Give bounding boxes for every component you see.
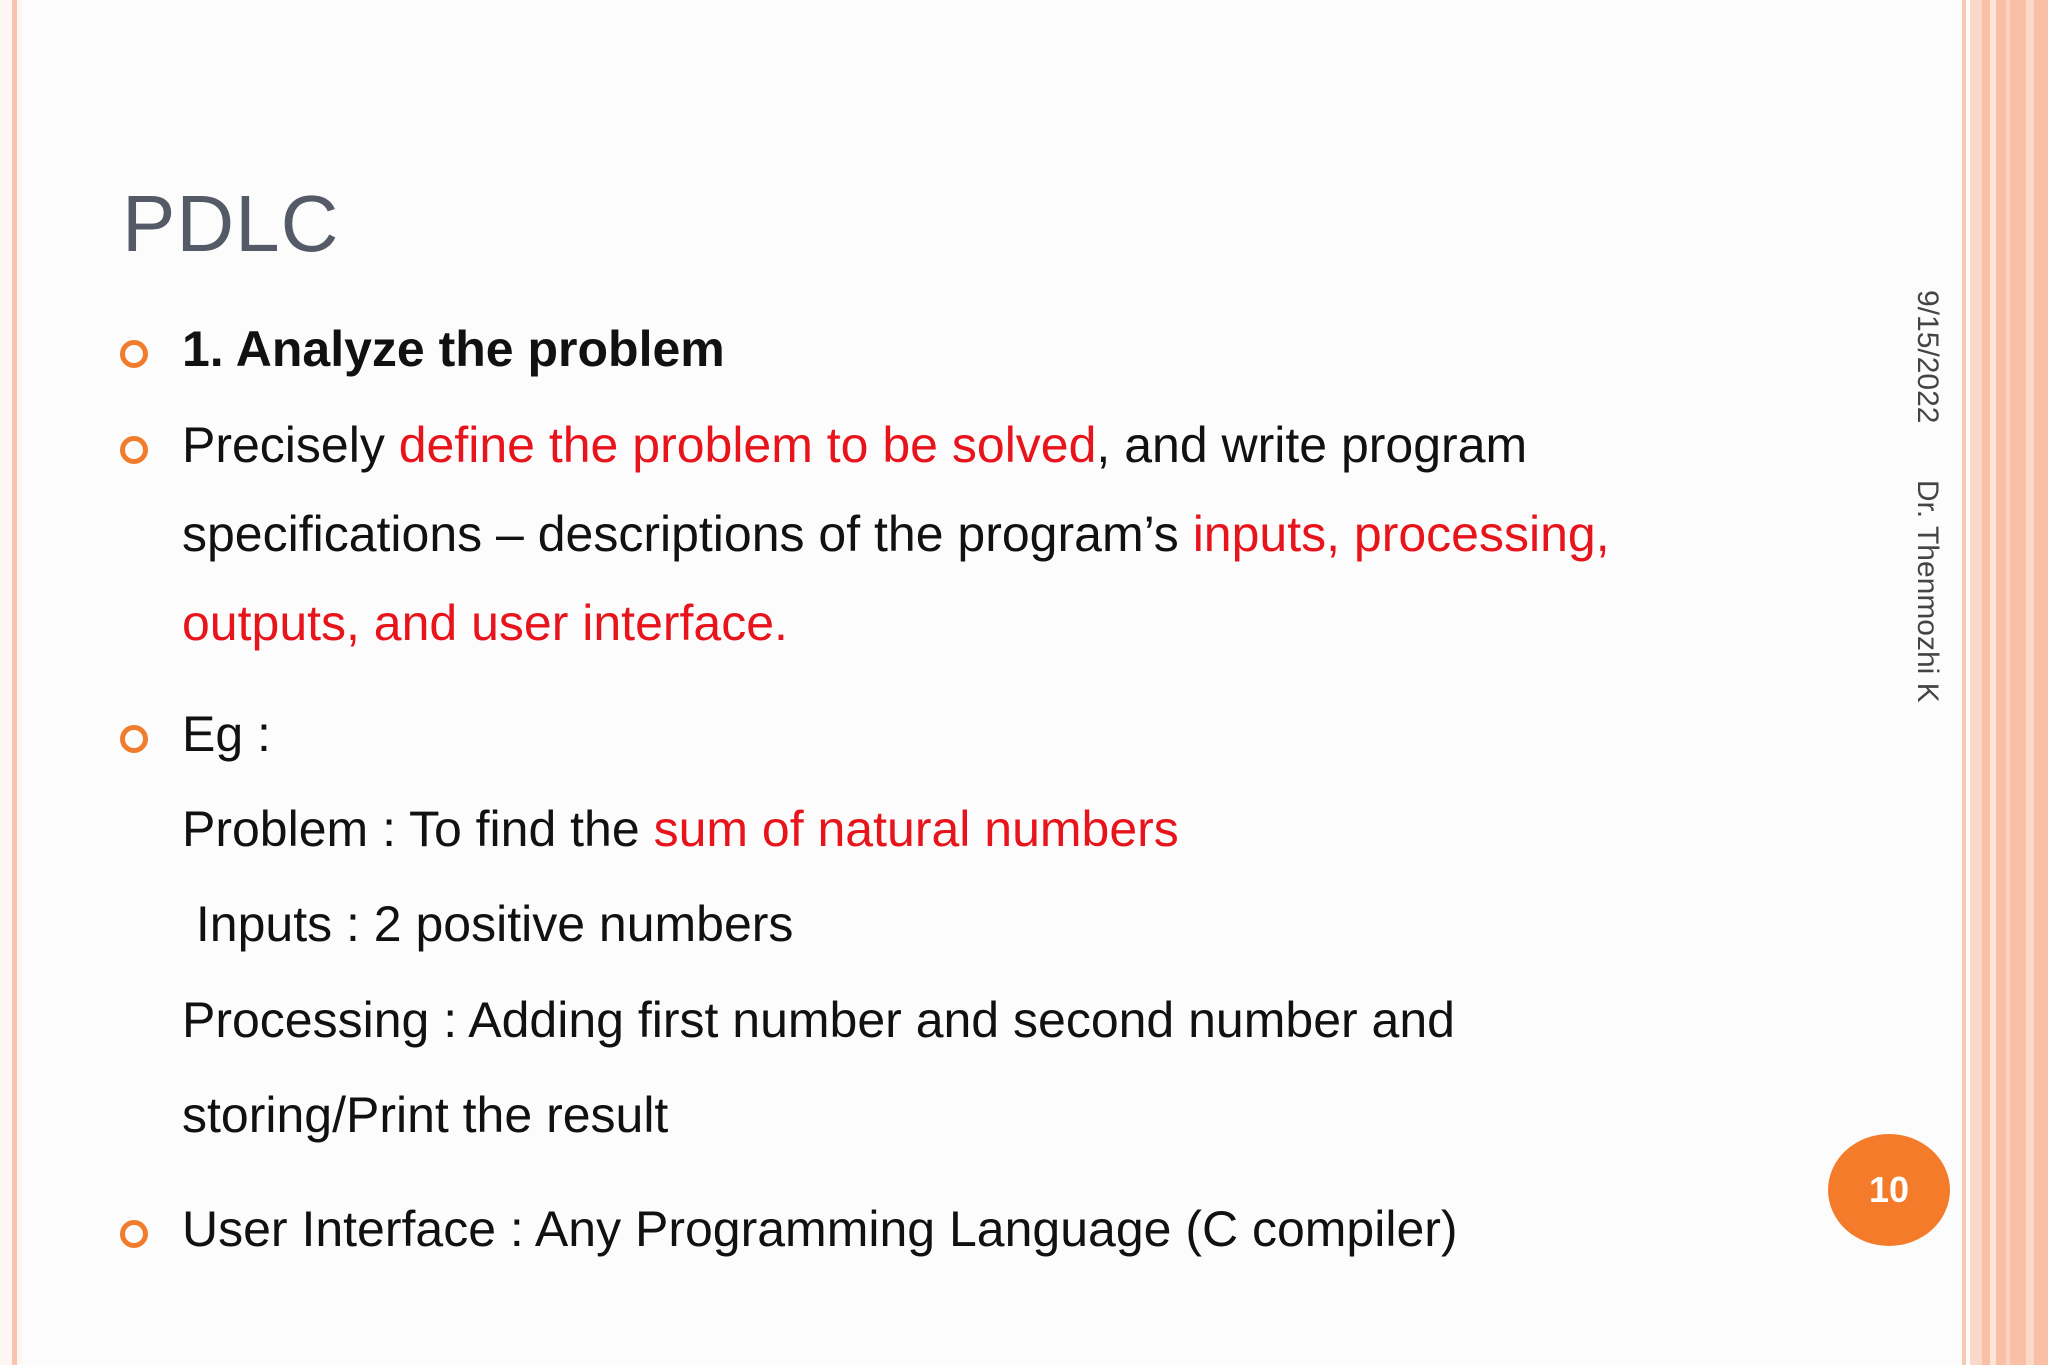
bullet-text: Precisely define the problem to be solved, and write program xyxy=(182,417,1528,473)
right-border-stripes xyxy=(1970,0,2048,1365)
slide-title: PDLC xyxy=(122,179,340,268)
bullet-text: Eg : xyxy=(182,706,271,762)
bullet-heading: 1. Analyze the problem xyxy=(182,321,725,377)
bullet-icon xyxy=(120,725,148,753)
left-border xyxy=(0,0,22,1365)
bullet-icon xyxy=(120,340,148,368)
right-divider xyxy=(1962,0,1966,1365)
bullet-text: User Interface : Any Programming Language (C compiler) xyxy=(182,1201,1458,1257)
bullet-icon xyxy=(120,436,148,464)
slide-date: 9/15/2022 xyxy=(1911,290,1944,424)
slide-author: Dr. Thenmozhi K xyxy=(1911,479,1944,703)
bullet-icon xyxy=(120,1220,148,1248)
page-number-badge: 10 xyxy=(1828,1134,1950,1246)
side-footer xyxy=(1900,290,1956,730)
